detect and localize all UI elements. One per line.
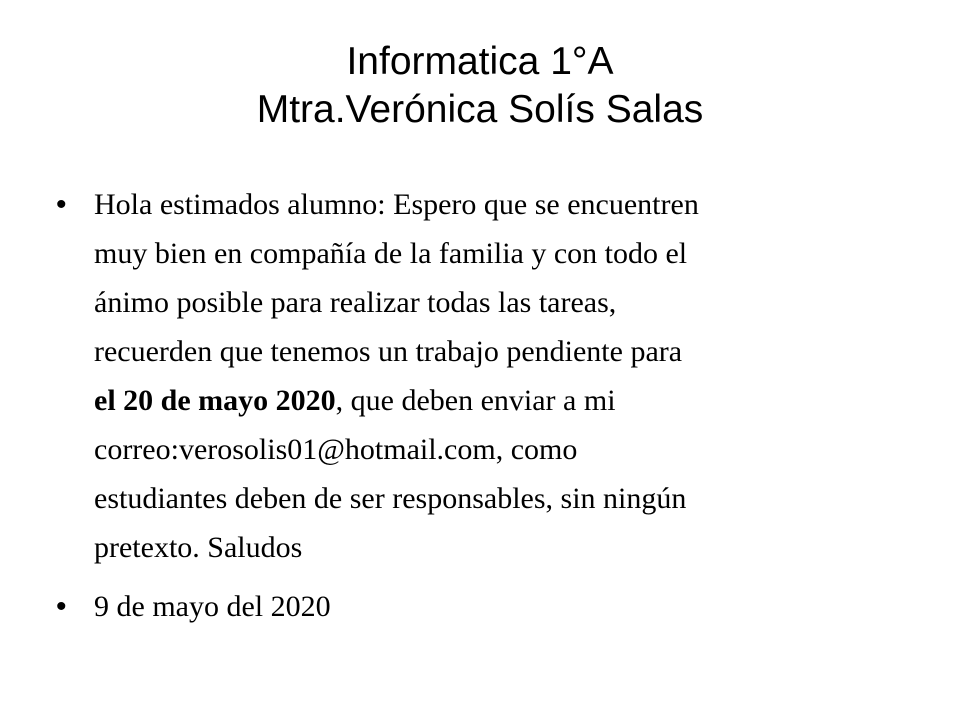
slide-title (0, 38, 960, 134)
message-line: recuerden que tenemos un trabajo pendiente para (94, 335, 683, 368)
bullet-item-message (56, 180, 916, 572)
due-date-rest: , que deben enviar a mi (335, 384, 616, 417)
message-line-due-date (94, 376, 916, 425)
message-line: muy bien en compañía de la familia y con todo el (94, 237, 688, 270)
message-line-email: correo:verosolis01@hotmail.com, como (94, 433, 578, 466)
bullet-icon: • (56, 590, 67, 623)
posted-date: 9 de mayo del 2020 (94, 590, 331, 623)
message-line: pretexto. Saludos (94, 531, 303, 564)
title-line-course: Informatica 1°A (346, 40, 614, 83)
message-line: ánimo posible para realizar todas las tareas, (94, 286, 617, 319)
bullet-list (56, 180, 916, 631)
message-line: estudiantes deben de ser responsables, sin ningún (94, 482, 687, 515)
message-line: Hola estimados alumno: Espero que se encuentren (94, 188, 699, 221)
bullet-icon: • (56, 188, 67, 221)
title-line-teacher: Mtra.Verónica Solís Salas (256, 88, 704, 131)
bullet-item-date (56, 582, 916, 631)
due-date-bold: el 20 de mayo 2020 (94, 384, 336, 417)
